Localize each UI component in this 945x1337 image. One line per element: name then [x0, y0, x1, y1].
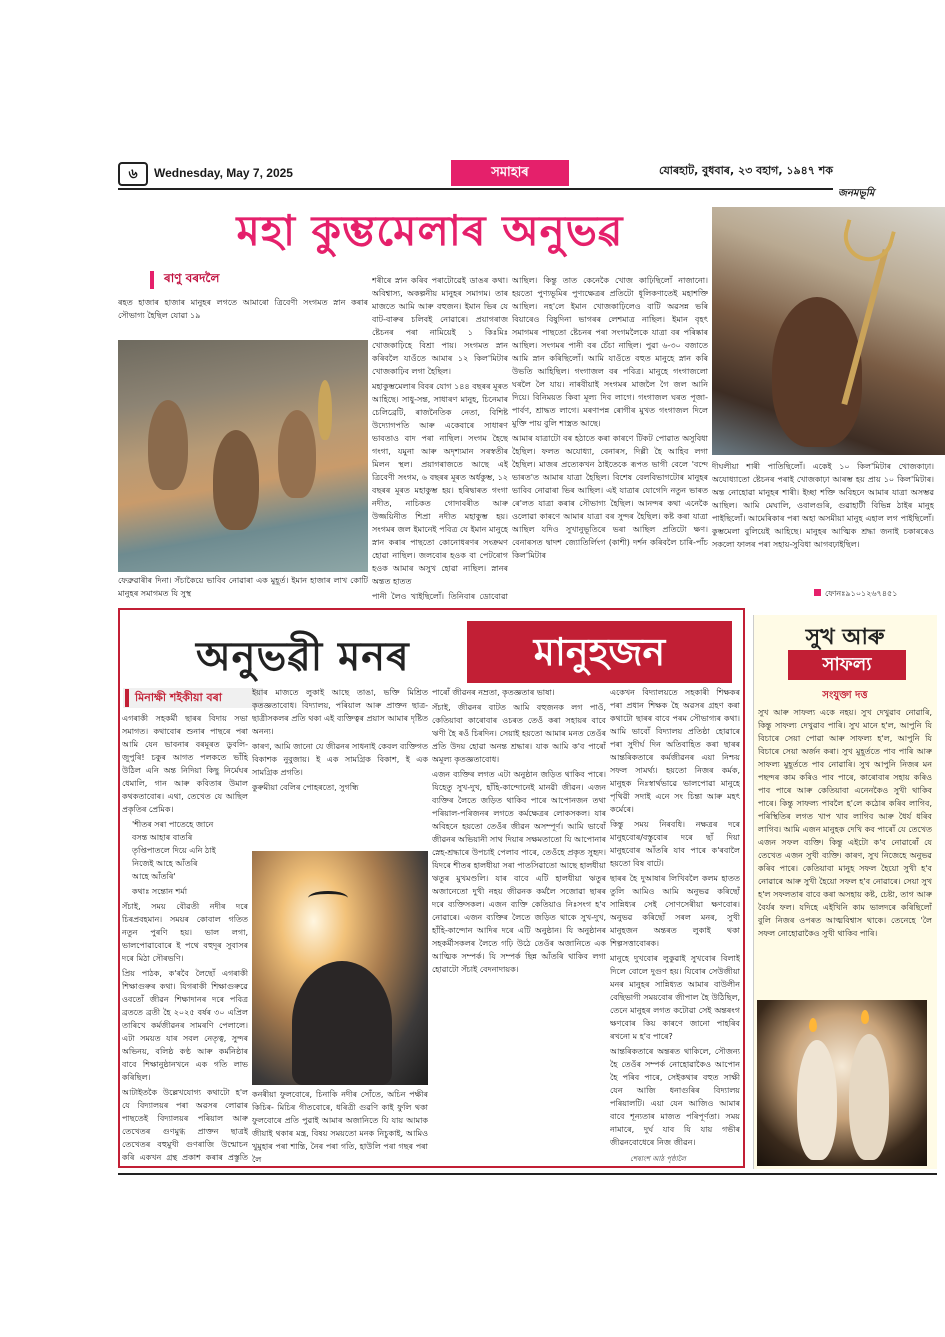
article1-col1-bottom — [118, 574, 368, 604]
phone-marker-icon — [814, 589, 821, 596]
photo-figure — [213, 430, 259, 530]
article2-title-right: মানুহজন — [467, 621, 732, 683]
article1-col1-top — [118, 296, 368, 338]
article1-col3 — [512, 274, 708, 604]
silhouette-shape — [292, 961, 392, 1085]
article1-author: ৰাণু বৰদলৈ — [164, 271, 220, 285]
article1-col3-para: আমাৰ যাত্ৰাটো বৰ হঠাতে কৰা কাৰণে টিকট পোৱাত অসুবিধা হৈছিল। ফলত অযোধ্যা, বেনাৰস, দিল্লী হৈ আহিব লগা হৈছিল। মাজৰ প্ৰত্যেকখন ঠাইতেকে ৰূপত ভাগী বেলে 'বন্দে ভাৰত'ত আমাৰ যাত্ৰা হৈছিল। বিশেষ বেলবিভাগটোৰ মানুহৰ ভাবিব নোৱাৰা ভিৰ আছিল। এই যাত্ৰাৰ যোগেদি নতুন ভাৰত ৰে'লত যাত্ৰা কৰাৰ সৌভাগ্য হৈছিল। আনন্দৰ কথা এনেকৈ ওলোৱা কাৰণে আমাৰ যাত্ৰা বৰ সুন্দৰ হৈছিল। কষ্ট কৰা যাত্ৰা আছিল যদিও সুখানুভূতিৰে ভৰা আছিল প্ৰতিটো ক্ষণ। বেনাৰসত দ্বাদশ জ্যোতিৰ্লিংগ (কাশী) দৰ্শন কৰিবলৈ চাৰি-পাঁচ কিল'মিটাৰ — [512, 434, 708, 560]
article2-col4-para — [610, 1151, 740, 1152]
article2-col2-para: কাৰণ, আমি জানো যে জীৱনৰ সাধনাই কেবল ব্যক্তিগত বিকাশক নুবুজায়। ই এক সামগ্ৰিক বিকাশ, ই এক সামগ্ৰিক প্ৰগতি। — [252, 742, 428, 777]
article1-title: মহা কুম্ভমেলাৰ অনুভৱ — [236, 206, 624, 255]
phone-text: ফোনঃ৯১০১২৬৭৪৫১ — [825, 589, 898, 598]
article1-col1-bottom-text: ফেব্ৰুৱাৰীৰ দিনা। সঁচাকৈয়ে ভাবিব নোৱাৰা এক মুহূৰ্ত। ইমান হাজাৰ লাখ কোটি মানুহৰ সমাগমত যি সুস্থ — [118, 576, 368, 598]
sadhu-trident-photo — [712, 207, 945, 455]
page-footer-rule — [118, 1173, 937, 1175]
article2-col4-para: মানুহে দুখবোৰ লুকুৱাই সুখবোৰ বিলাই দিলে বোলে দুগুণ হয়। যিবোৰ সেউজীয়া মনৰ মানুহৰ সান্নিধ্যত আমাৰ বাউলীন বেছিভাগী সময়বোৰ জীপাল হৈ উঠিছিল, তেনে মানুহৰ লগত কটোৱা সেই অন্তৰংগ ক্ষণবোৰ কিয় কাৰণে জানো পাহৰিব ৰখনো ম হ'ব পাৰে? — [610, 954, 740, 1041]
article1-col4-text: দীঘলীয়া শাৰী পাতিছিলোঁ। একেই ১০ কিল'মিটাৰ খোজকাঢ়া। অযোধ্যাতো ষ্টেচনৰ পৰাই খোজকাঢ়া আৰম্ভ হয় প্ৰায় ১০ কিল'মিটাৰ। অন্ত নোহোৱা মানুহৰ শাৰী। ইচ্ছা শক্তি অবিহনে আমাৰ যাত্ৰা অসম্ভৱ আছিল। আমি মেঘালি, ওবালগুৰি, গুৱাহাটী বিভিন্ন ঠাইৰ মানুহ পাইছিলোঁ। আমেৰিকাৰ পৰা অহা অসমীয়া মানুহ এহাল লগ পাইছিলোঁ। কুম্ভমেলা বুলিয়েই আহিছে। মানুহৰ আত্মিক শ্ৰদ্ধা জনাই চকাৰৰেও সকলো ফালৰ পৰা সহায়-সুবিধা আগবঢ়াইছিল। — [712, 462, 934, 549]
article2-col4-para: কিন্তু সময় নিৰবধি। নক্ষত্ৰৰ দৰে মানুহবোৰ/বস্তুবোৰ দৰে ছাঁ দিয়া মানুহবোৰ আঁতৰি যাব পাৰে ক'ৰবালৈ হয়তো বিষ বাটে। — [610, 820, 740, 868]
section-tab: সমাহাৰ — [451, 160, 569, 186]
page-header — [118, 160, 833, 190]
article2-col4-para: একেখন বিদ্যালয়তে সহকাৰী শিক্ষকৰ পৰা প্ৰধান শিক্ষক হৈ অৱসৰ গ্ৰহণ কৰা কথাটো ছাৰৰ বাবে পৰম সৌভাগ্যৰ কথা। আমি ভাবোঁ বিদ্যালয় প্ৰতিষ্ঠা হোৱাৰে পৰা সুদীৰ্ঘ দিন অতিবাহিত কৰা ছাৰৰ আন্তৰিকতাৰে কৰ্মজীৱনৰ এয়া নিশ্চয় সফল সামৰ্থ্য। হয়তো নিজৰ কৰ্মক, মানুহক নিঃস্বাৰ্থভাৱে ভালপোৱা মানুহে পৃথিৱী সদাই এনে সং চিন্তা আৰু মহৎ কৰ্মেৰে। — [610, 688, 740, 814]
article1-col3-para: আছিল। কিন্তু তাত কেনেকৈ খোজ কাঢ়িছিলোঁ নাজানো। হয়তো পুণ্যভূমিৰ পুণ্যক্ষেত্ৰৰ প্ৰতিটো ধূলিকণাতেই মহাশক্তি আছিল। নহ'লে ইমান খোজকাঢ়িলেও বাটি অৱসন্ন ভৰি বিয়াৰেও বিষুদিনা ভাগৰৰ লেশমাত্ৰ নাছিল। ইমান বৃহৎ সমাগমৰ পাছতো ষ্টেচনৰ পৰা সংগমলৈকে যাত্ৰা বৰ পৰিষ্কাৰ আছিল। সংগমৰ পানী বৰ চেঁচা নাছিল। পুৱা ৬-৩০ বজাতে আমি স্নান কৰিছিলোঁ। আমি যাওঁতে বহুত মানুহে স্নান কৰি উভতি আহিছিল। গংগাজল বৰ পবিত্ৰ। মানুহে গংগাজলো ঘৰলৈ লৈ যায়। নাৰবীয়াই সংগমৰ মাজলৈ গৈ জল আনি দিয়ে। বিনিময়ত কিবা মূল্য দিব লাগে। গংগাজল ঘৰত পূজা-পাৰ্বণ, শ্ৰাদ্ধত লাগে। মৰণাপন্ন ৰোগীৰ মুখত গংগাজল দিলে মুক্তি পায় বুলি শাস্ত্ৰত আছে। — [512, 276, 708, 428]
article2-col4-para: আন্তৰিকতাৰে অন্তৰত থাকিলে, সৌজন্য হৈ তেওঁৰ সম্পৰ্ক নোহোৱাকৈও আপোন হৈ পৰিব পাৰে, সেইকথাৰ বহুত সাক্ষী যেন আজি ধনাগুৰিৰ বিদ্যালয় পৰিয়ালটি। এয়া যেন আজিও আমাৰ বাবে শূন্যতাৰ মাজত পৰিপূৰ্ণতা। সময় নামাৰে, দুৰ্ঘ যাব যি যায় গভীৰ জীৱনবোধেৰে নিজ জীৱন। — [610, 1047, 740, 1147]
candle-figures-photo — [757, 1000, 927, 1166]
woman-silhouette-bird-art — [252, 851, 428, 1085]
article1-col2-para: মহাকুম্ভমেলাৰ বিবৰ যোগ ১৪৪ বছৰৰ মূৰত আহিছে। সাধু-সন্ত, সাধাৰণ মানুহ, চিনেমাৰ চেলিব্ৰেটি, ৰাজনৈতিক নেতা, বিশিষ্ট উদ্যোগপতি আৰু একেবাৰে সাধাৰণ ভাবতাও বাদ পৰা নাছিল। সংগম হৈছে গংগা, যমুনা আৰু অদৃশ্যমান সৰস্বতীৰ মিলন স্থল। প্ৰয়াগৰাজতে আছে এই ত্ৰিবেণী সংগম, ৬ বছৰৰ মূৰত অৰ্ধকুম্ভ, ১২ বছৰৰ মূৰত মহাকুম্ভ হয়। হৰিদ্বাৰত গংগা নদীত, নাচিকত গোদাবৰীত আৰু উজ্জয়িনীত শিপ্ৰা নদীত মহাকুম্ভ হয়। সংগমৰ জল ইমানেই পবিত্ৰ যে ইমান মানুহে স্নান কৰাৰ পাছতো কোনোধৰণৰ সংক্ৰমণ হোৱা নাছিল। জলবোৰ হওক বা পেটৰোগ হওক আমাৰ অসুখ হোৱা নাছিল। স্নানৰ অন্তত হাতত — [372, 382, 508, 586]
article2-col1-para: সঁচাই, সময় বৌৱতী নদীৰ দৰে চিৰপ্ৰবহমান। সময়ৰ কোবাল গতিত নতুন পুৰণি হয়। ভাল লগা, ভালপোৱাবোৰে ই পথে বহুদূৰ সুবাসৰ দৰে মিঠা সৌৰভণি। — [122, 902, 248, 963]
kumbh-bathing-photo — [118, 340, 368, 572]
article1-col2-para: শৰীৰে স্নান কৰিব পৰাটোৱেই ডাঙৰ কথা। অবিশ্বাস্য, অকল্পনীয় মানুহৰ সমাগম। তাৰ মাজতে আমি আৰু বহুজন। ইমান ভিৰ যে বাট-বাৰুৰ চলিবই নোৱাৰে। প্ৰয়াগৰাজ ষ্টেচনৰ পৰা নামিয়েই ১ কিঃমিঃ খোজকাঢ়িহে বিশ্ৰা পায়। সংগমত স্নান কৰিবলৈ যাওঁতে আমাৰ ১২ কিল'মিটাৰ খোজকাঢ়িব লগা হৈছিল। — [372, 276, 508, 376]
candle-figure — [849, 1034, 889, 1160]
article2-col3-para: সঁচাই, জীৱনৰ বাটত আমি বহুজনক লগ পাওঁ, কেতিয়াবা কাৰোবাৰ ওচৰত তেওঁ কৰা সহায়ৰ বাবে ঋণী হৈ ৰওঁ চিৰদিন। সেয়াই হয়তো আমাৰ মনত তেওঁৰ প্ৰতি উদয় হোৱা অনন্ত শ্ৰদ্ধাৰ। যাক আমি ক'ব পাৰোঁ অমূল্য কৃতজ্ঞতাবোধ। — [432, 703, 606, 764]
article2-col4-para: ছাৰৰ হৈ দুআষাৰ লিখিবলৈ কলম হাতত তুলি আমিও আমি অনুভৱ কৰিছোঁ সান্নিধ্যৰ সেই সোণসেৰীয়া ক্ষণবোৰ। অনুভৱ কৰিছোঁ সৰল মনৰ, সুখী মানুহজন অন্তৰত লুকাই থকা শিল্পসত্তাবোৰক। — [610, 874, 740, 948]
photo-trident-head — [838, 219, 896, 267]
article2-col1 — [122, 712, 248, 1162]
byline-bar — [125, 689, 129, 707]
photo-figure — [278, 410, 316, 498]
newspaper-brand: জনমভূমি — [838, 188, 875, 199]
article1-phone — [814, 588, 897, 601]
byline-bar — [150, 271, 154, 289]
article1-col4 — [712, 460, 934, 578]
sidebar-author: সংযুক্তা দত্ত — [822, 690, 868, 701]
article1-col2-para: পানী লৈও খাইছিলোঁ। তিনিবাৰ ডোবোৱা — [372, 592, 508, 601]
article1-byline — [150, 270, 270, 290]
article2-col1-para: প্ৰিয় পাঠক, ক'ৰবৈ লৈছোঁ এগৰাকী শিক্ষাগুৰুৰ কথা। যিগৰাকী শিক্ষাগুৰুৱে ওবতোঁ জীৱন শিক্ষাদানৰ দৰে পবিত্ৰ ব্ৰততে ব্ৰতী হৈ ২০২৫ বৰ্ষৰ ৩০ এপ্ৰিল তাৰিখে কৰ্মজীৱনৰ সামৰণি পেলালে। এটা সময়ত যাৰ সবল নেতৃত্ব, সুন্দৰ অভিনয়, বলিষ্ঠ কণ্ঠ আৰু কৰ্মনিষ্ঠাৰ বাবে শিক্ষানুষ্ঠানখনে এক গতি লাভ কৰিছিল। — [122, 969, 248, 1082]
continued-note: শেষাংশ আঠ পৃষ্ঠালৈ — [630, 1155, 686, 1163]
article2-poem: 'শীতৰ সৰা পাতেহে জানে বসন্ত আহাৰ বাতৰি তৃপ্তিপাতলে দিয়ে এনি ঠাই নিজেই আহে আঁতৰি আহে আঁতৰি' — [132, 820, 216, 881]
sidebar-text: সুখ আৰু সাফল্য একে নহয়। সুখ দেখুৱাব নোৱাৰি, কিন্তু সাফল্য দেখুৱাব পাৰি। সুখ মানে হ'ল, আপুনি যি বিচাৰে সেয়া পোৱা আৰু সাফল্য হ'ল, আপুনি যি বিচাৰে সেয়া অৰ্জন কৰা। সুখ মুহূৰ্ততে পাব পাৰি আৰু সাফল্য মুহূৰ্ততে পাব নোৱাৰি। সুখ আপুনি নিজৰ মন পছন্দৰ কাম কৰিও পাব পাৰে, কাৰোবাৰ সহায় কৰিও পাব পাৰে আৰু কেতিয়াবা এনেনকৈও সুখী থাকিব পাৰে। কিন্তু সাফল্য পাবলৈ হ'লে কঠোৰ কৰিব লাগিব, পৰিস্থিতিৰ লগত খাপ খাব লাগিব আৰু ধৈৰ্য ধৰিব লাগিব। আমি এজন মানুহক দেখি কব পাৰোঁ যে তেখেত এজন সফল ব্যক্তি। কিন্তু এইটো ক'ব নোৱাৰোঁ যে তেখেত এজন সুখী ব্যক্তি। কাৰণ, সুখ নিজেহে অনুভৱ কৰিব পাৰে। কেতিয়াবা মানুহ সফল হৈয়ো সুখী হ'ব নোৱাৰে আৰু সুখী হৈয়ো সফল হ'ব নোৱাৰে। সেয়া সুখ হ'ল সফলতাৰ বাবে কৰা অসহায় কষ্ট, চেষ্টা, তাগ আৰু বৈৰ্যৰ ফল। যদিহে এইখিনি কাম ভালদৰে কৰিছিলোঁ বুলি নিজৰ ওপৰত আত্মবিশ্বাস থাকে। তেনেহে 'লৈ সফল নোহোৱাকৈও সুখী থাকিব পাৰি। — [758, 708, 932, 938]
header-dateline: যোৰহাট, বুধবাৰ, ২৩ বহাগ, ১৯৪৭ শক — [659, 164, 833, 177]
article2-title-left: অনুভৱী মনৰ — [196, 634, 410, 680]
article2-col2-bottom-text: কনৰীয়া ফুলবোৰে, চিনাকি নদীৰ সোঁতে, অচিন পক্ষীৰ কিচিৰ- মিচিৰ গীতবোৰে, ধৰিত্ৰী গুৱণি কাই ফুলি থকা ফুলবোৰে প্ৰতি পুৱাই আমাৰ অজানিতে যি যায় আমাক জীয়াই থকাৰ মন্ত্ৰ, বিষয় সময়তো মনক নিচুকাই, আমিও খুমুহাৰ পৰা শান্তি, নৈৰ পৰা গতি, হাউলি পৰা গছৰ পৰা লৈ — [252, 1090, 428, 1164]
flame-shape — [861, 1010, 869, 1024]
photo-trident — [318, 380, 332, 440]
article2-col3-para: এজন ব্যক্তিৰ লগত এটা অনুষ্ঠান জড়িত থাকিব পাৰে। যিহেতু সুখ-দুখ, হাঁহি-কান্দোনেই মানৱী জীৱন। এজন ব্যক্তিৰ লৈতে জড়িত থাকিব পাৰে আপোনজন তথা পৰিয়াল-পৰিজনৰ লগতে কৰ্মক্ষেত্ৰৰ লোকসকল। যাৰ অবিহনে হয়তো তেওঁৰ জীৱন অসম্পূৰ্ণ। আমি ভাবোঁ জীৱনৰ অভিয়ানী সাথ দিয়াৰ সক্ষমতাতো যি আপোনাৰ স্নেহ-শ্ৰদ্ধাৰে উপচাই পেলাব পাৰে, তেওঁহে প্ৰকৃত সুহৃদ। যিদৰে শীতৰ হালধীয়া সৰা পাতসিৱাতো আছে হালধীয়া ঋতুৰ মুখমণ্ডলি। যাৰ বাবে এটি হালধীয়া ঋতুৰ অজানেতো দুখী নহয় জীৱনক কৰ্মলৈ সজোৱা ছাৰৰ দৰে ব্যক্তিসকল। এজন ব্যক্তি কেতিয়াও নিঃসংগ হ'ব নোৱাৰে। এজন ব্যক্তিৰ লৈতে জড়িত থাকে সুখ-দুখ, হাঁহি-কান্দোন আদিৰ দৰে এটি অনুষ্ঠান। যি অনুষ্ঠানৰ সহকৰ্মীসকলৰ লৈতে গঢ়ি উঠে তেওঁৰ অজানিতে এক আত্মিক সম্পৰ্ক। যি সম্পৰ্ক ছিন্ন আঁতৰি থাকিব লগা হোৱাটো সঁচাই বেদনাদায়ক। — [432, 770, 606, 974]
article2-col1-para: আটাইতকৈ উল্লেখযোগ্য কথাটো হ'ল যে বিদ্যালয়ৰ পৰা অৱসৰ লোৱাৰ পাছতেই বিদ্যালয়ৰ পৰিয়াল আৰু তেখেতৰ গুণমুগ্ধ প্ৰাক্তন ছাত্ৰই তেখেতৰ বহুমুখী গুণৰাজি উন্মোচন কৰি একখন গ্ৰন্থ প্ৰকাশ কৰাৰ প্ৰস্তুতি — [122, 1088, 248, 1162]
article2-col2-para: কুৰুমীয়া বেলিৰ পোহৰতো, সুগন্ধি — [252, 783, 359, 792]
photo-figure — [148, 400, 188, 490]
article2-col2-bottom — [252, 1088, 428, 1164]
sidebar-title-highlight: সাফল্য — [788, 650, 906, 680]
article2-col2-para: ইয়াৰ মাজতে লুকাই আছে তাঙা, ভক্তি মিশ্ৰিত কৃতজ্ঞতাবোধ। বিদ্যালয়, পৰিয়াল আৰু প্ৰাক্তন ছাত্ৰ-ছাত্ৰীসকলৰ প্ৰতি থকা এই ব্যক্তিত্বৰ প্ৰয়াস আমাৰ দৃষ্টিত অনন্য। — [252, 688, 428, 736]
flame-shape — [809, 1018, 817, 1032]
sidebar-title: সুখ আৰু — [805, 625, 885, 650]
article2-poem-credit: কথাঃ সন্তোন শৰ্মা — [132, 887, 188, 896]
article1-lead-paragraph: ৰহত হাজাৰ হাজাৰ মানুহৰ লগতে আমাৰো ত্ৰিবেণী সংগমত স্নান কৰাৰ সৌভাগ্য হৈছিল যোৱা ১৯ — [118, 298, 368, 320]
candle-figure — [797, 1040, 837, 1160]
article2-col3-para: পাৰোঁ জীৱনৰ নম্ৰতা, কৃতজ্ঞতাৰ ভাষা। — [432, 688, 555, 697]
header-date: Wednesday, May 7, 2025 — [154, 166, 293, 180]
article2-col3 — [432, 686, 606, 1162]
article2-author: মিনাক্ষী শইকীয়া বৰা — [135, 690, 222, 704]
bird-shape — [308, 891, 348, 905]
article2-col2-top — [252, 686, 428, 848]
article2-col1-para: এগৰাকী সহকৰ্মী ছাৰৰ বিদায় সভা সমাগত। কথাবোৰ শুনাৰ পাছৰে পৰা আমি যেন ভাবনাৰ বৰমূৰত ডুবলি-জুপুৰি! চকুৰ আগত পলকতে ভাঁহি উঠিল এনি অন্ত নিদিয়া কিছু নিৰ্মেঘৰ ধেমালি, গান আৰু কবিতাৰ উমাল কথকতাবোৰ। এথা, তেখেত যে আছিল প্ৰকৃতিৰ প্ৰেমিক। — [122, 714, 248, 814]
article1-col2 — [372, 274, 508, 604]
sidebar-text-col — [758, 706, 932, 996]
article2-byline — [123, 688, 263, 708]
photo-figure — [772, 297, 862, 447]
article2-col4 — [610, 686, 740, 1152]
page-number: ৬ — [118, 162, 148, 186]
